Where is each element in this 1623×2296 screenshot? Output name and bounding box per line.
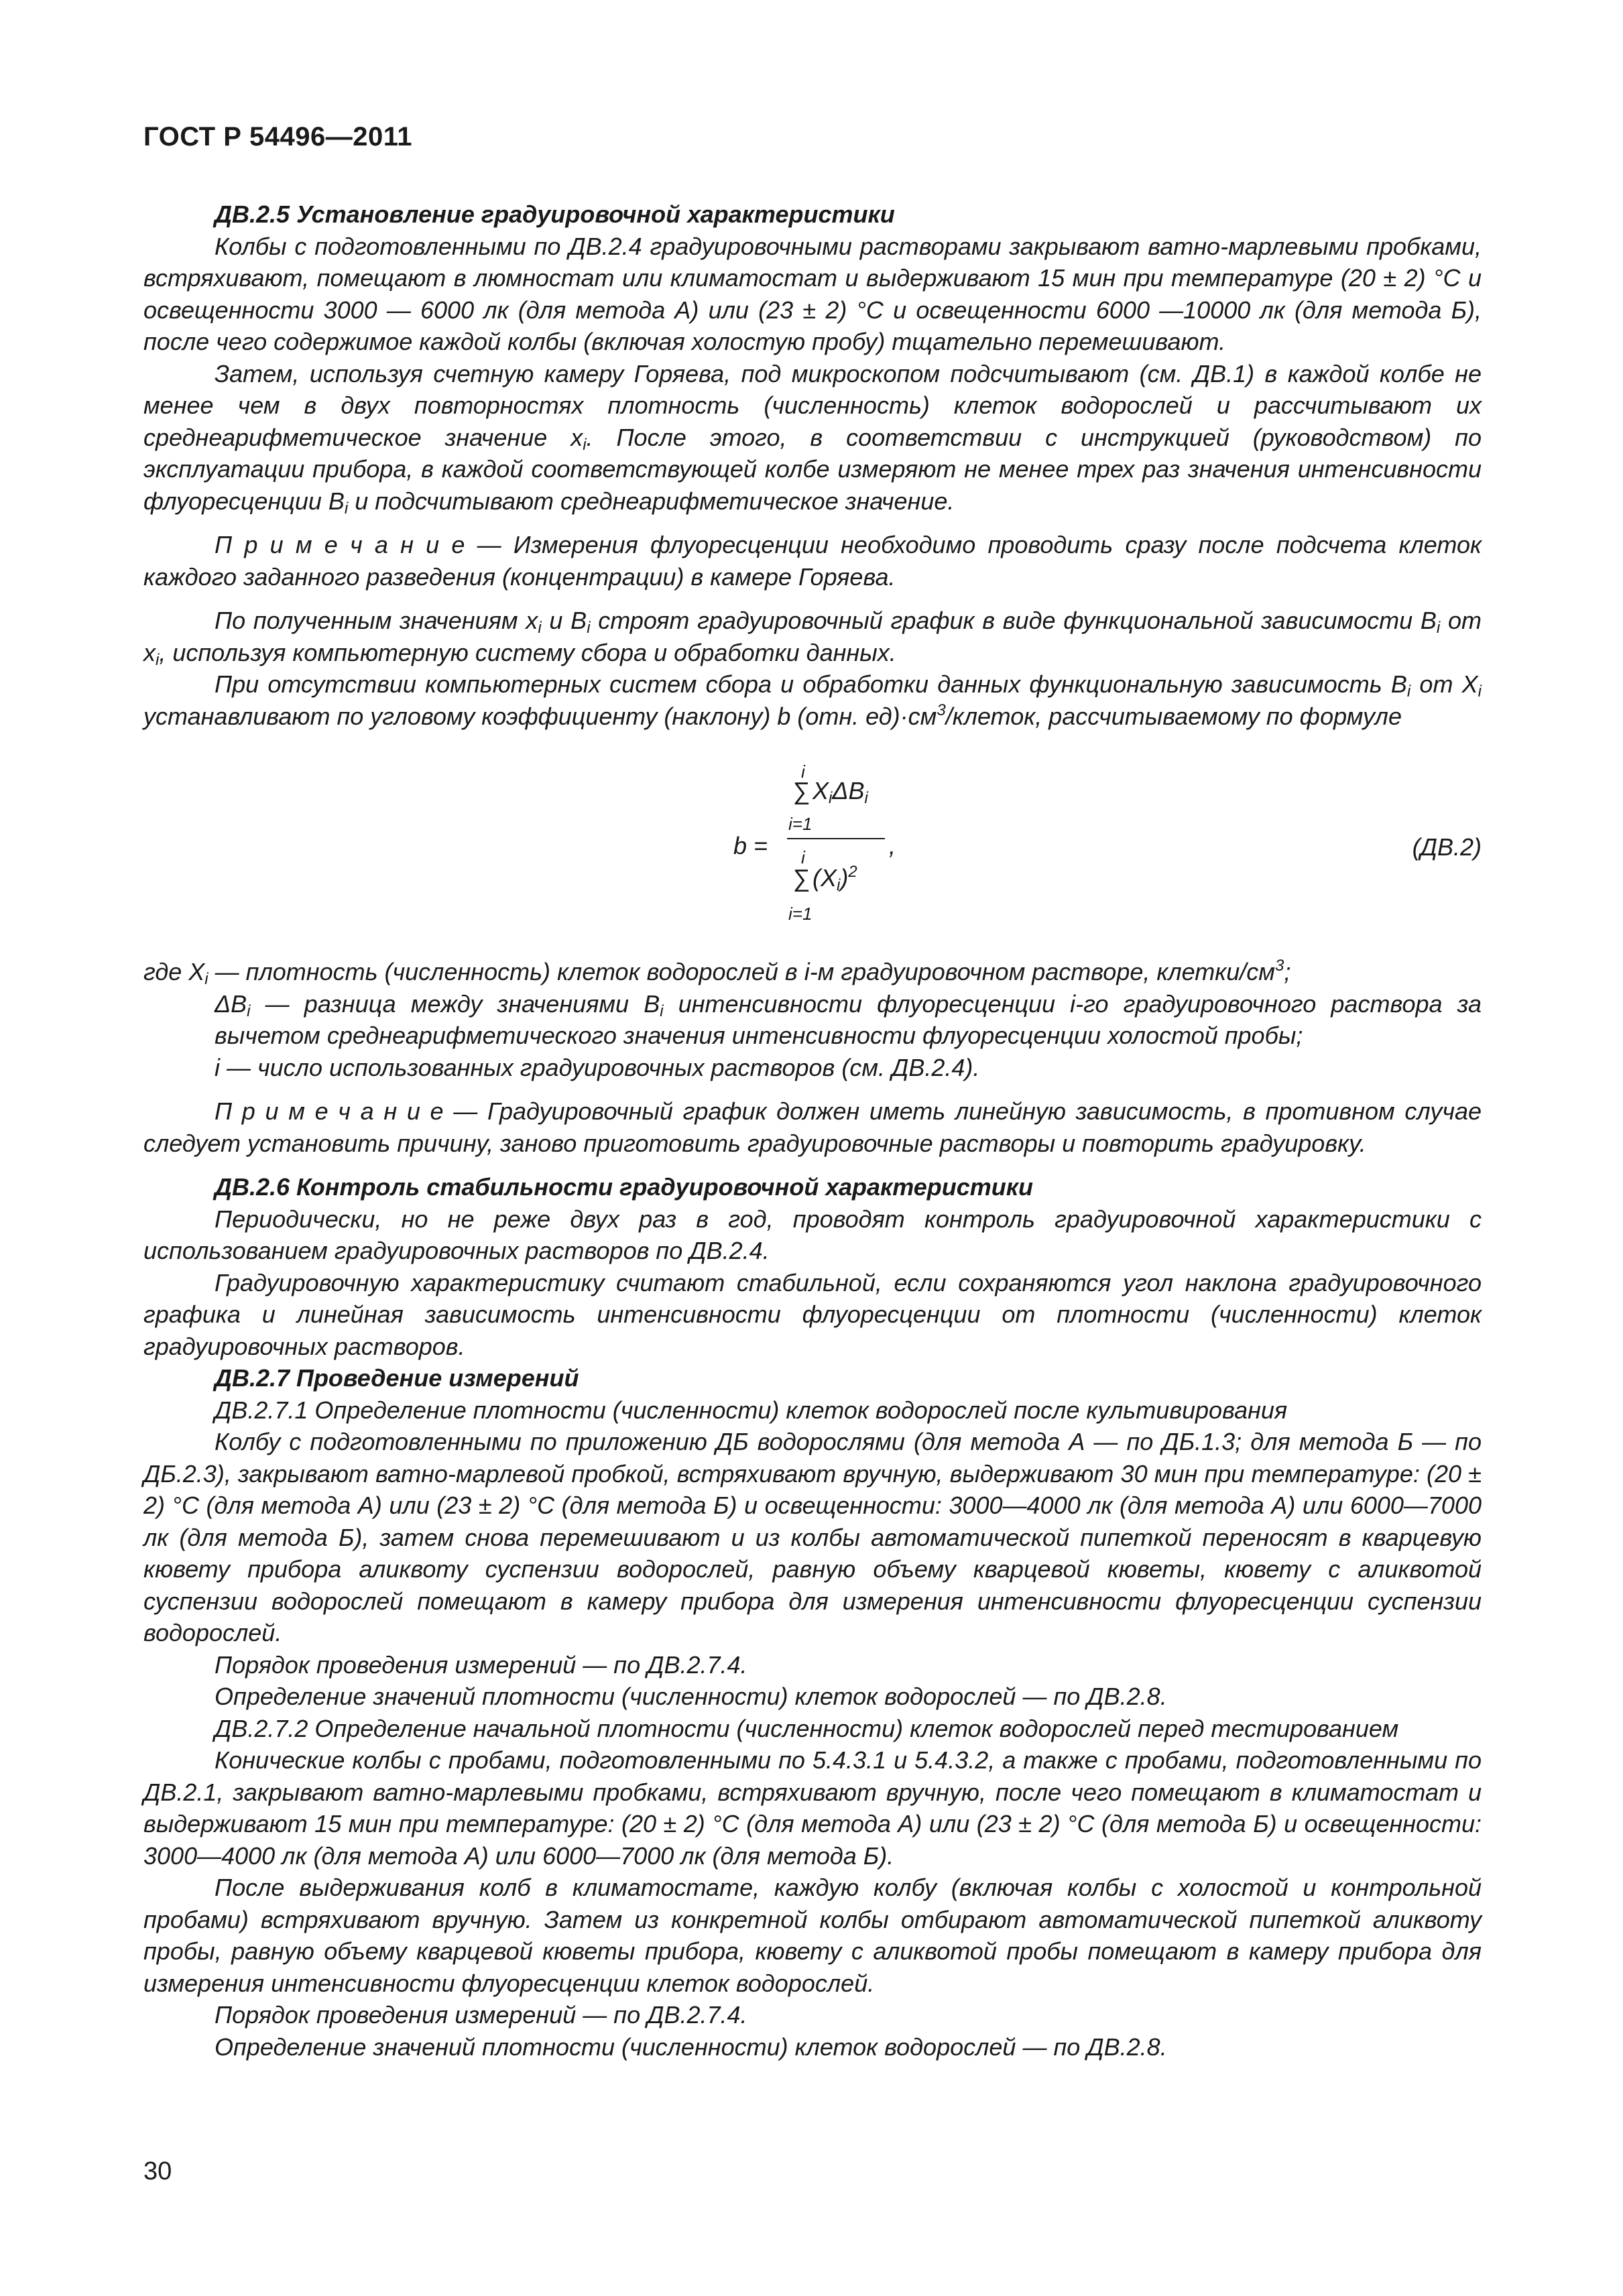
formula-number: (ДВ.2) xyxy=(1412,833,1482,861)
paragraph: Периодически, но не реже двух раз в год, проводят контроль градуировочной характеристики с использованием градуировочных растворов по ДВ.2.4. xyxy=(143,1205,1482,1264)
note: П р и м е ч а н и е — Градуировочный график должен иметь линейную зависимость, в противном случае следует установить причину, заново приготовить градуировочные растворы и повторить градуировку. xyxy=(143,1097,1482,1157)
fraction-bar xyxy=(787,838,885,839)
section-heading-dv-2-7: ДВ.2.7 Проведение измерений xyxy=(215,1364,579,1392)
paragraph: Градуировочную характеристику считают стабильной, если сохраняются угол наклона градуировочного графика и линейная зависимость интенсивности флуоресценции от плотности (численности) клеток градуировочных растворов. xyxy=(143,1268,1482,1360)
formula-dv-2 xyxy=(143,756,1482,943)
paragraph: По полученным значениям $x_i$ и $B_i$ строят градуировочный график в виде функциональной зависимости $B_i$ от $x_i$, используя компьютерную систему сбора и обработки данных. xyxy=(143,607,1482,669)
formula-expression: b = i ∑ $X_i\Delta B_i$ i=1 , i ∑ $(X_i)^2$ i=1 xyxy=(733,762,896,924)
document-header: ГОСТ Р 54496—2011 xyxy=(143,122,412,152)
paragraph: Конические колбы с пробами, подготовленными по 5.4.3.1 и 5.4.3.2, а также с пробами, подготовленными по ДВ.2.1, закрывают ватно-марлевыми пробками, встряхивают вручную, после чего помещают в климатостат и выдерживают 15 мин при температуре: (20 ± 2) °С (для метода А) или (23 ± 2) °С (для метода Б) и освещенности: 3000—4000 лк (для метода А) или 6000—7000 лк (для метода Б). xyxy=(143,1746,1482,1870)
paragraph: ДВ.2.7.1 Определение плотности (численности) клеток водорослей после культивирования xyxy=(215,1396,1288,1424)
note-label: П р и м е ч а н и е xyxy=(215,531,465,558)
where-item: $\Delta B_i$ — разница между значениями $B_i$ интенсивности флуоресценции i-го градуировочного раствора за вычетом среднеарифметического значения интенсивности флуоресценции холостой пробы; xyxy=(215,989,1482,1049)
paragraph: При отсутствии компьютерных систем сбора и обработки данных функциональную зависимость $B_i$ от $X_i$ устанавливают по угловому коэффициенту (наклону) b (отн. $ед)\cdot см^3$/клеток, рассчитываемому по формуле xyxy=(143,670,1482,730)
paragraph: Порядок проведения измерений — по ДВ.2.7.4. xyxy=(215,1650,747,1679)
section-heading-dv-2-5: ДВ.2.5 Установление градуировочной характеристики xyxy=(215,200,895,228)
paragraph: Определение значений плотности (численности) клеток водорослей — по ДВ.2.8. xyxy=(215,1683,1167,1710)
where-item: где $X_i$ — плотность (численность) клеток водорослей в i-м градуировочном растворе, клетки/$см^3$; xyxy=(143,957,1291,988)
where-item: i — число использованных градуировочных растворов (см. ДВ.2.4). xyxy=(215,1053,980,1081)
paragraph: После выдерживания колб в климатостате, каждую колбу (включая колбы с холостой и контрольной пробами) встряхивают вручную. Затем из конкретной колбы отбирают автоматической пипеткой аликвоту пробы, равную объему кварцевой кюветы прибора, кювету с аликвотой пробы помещают в камеру прибора для измерения интенсивности флуоресценции клеток водорослей. xyxy=(143,1874,1482,1997)
page-number: 30 xyxy=(143,2157,172,2185)
paragraph: Затем, используя счетную камеру Горяева, под микроскопом подсчитывают (см. ДВ.1) в каждой колбе не менее чем в двух повторностях плотность (численность) клеток водорослей и рассчитывают их среднеарифметическое значение $x_i$. После этого, в соответствии с инструкцией (руководством) по эксплуатации прибора, в каждой соответствующей колбе измеряют не менее трех раз значения интенсивности флуоресценции $B_i$ и подсчитывают среднеарифметическое значение. xyxy=(143,359,1482,518)
document-body xyxy=(143,198,1482,2063)
paragraph: ДВ.2.7.2 Определение начальной плотности (численности) клеток водорослей перед тестированием xyxy=(215,1714,1399,1742)
section-heading-dv-2-6: ДВ.2.6 Контроль стабильности градуировочной характеристики xyxy=(215,1173,1034,1201)
paragraph: Колбы с подготовленными по ДВ.2.4 градуировочными растворами закрывают ватно-марлевыми пробками, встряхивают, помещают в люмностат или климатостат и выдерживают 15 мин при температуре (20 ± 2) °С и освещенности 3000 — 6000 лк (для метода А) или (23 ± 2) °С и освещенности 6000 —10000 лк (для метода Б), после чего содержимое каждой колбы (включая холостую пробу) тщательно перемешивают. xyxy=(143,232,1482,355)
note-label: П р и м е ч а н и е xyxy=(215,1097,444,1125)
paragraph: Порядок проведения измерений — по ДВ.2.7.4. xyxy=(215,2001,747,2029)
note: П р и м е ч а н и е — Измерения флуоресценции необходимо проводить сразу после подсчета клеток каждого заданного разведения (концентрации) в камере Горяева. xyxy=(143,531,1482,591)
paragraph: Колбу с подготовленными по приложению ДБ водорослями (для метода А — по ДБ.1.3; для метода Б — по ДБ.2.3), закрывают ватно-марлевой пробкой, встряхивают вручную, выдерживают 30 мин при температуре: (20 ± 2) °С (для метода А) или (23 ± 2) °С (для метода Б) и освещенности: 3000—4000 лк (для метода А) или 6000—7000 лк (для метода Б), затем снова перемешивают и из колбы автоматической пипеткой переносят в кварцевую кювету прибора аликвоту суспензии водорослей, равную объему кварцевой кюветы, кювету с аликвотой суспензии водорослей помещают в камеру прибора для измерения интенсивности флуоресценции суспензии водорослей. xyxy=(143,1428,1482,1646)
paragraph: Определение значений плотности (численности) клеток водорослей — по ДВ.2.8. xyxy=(215,2033,1167,2061)
